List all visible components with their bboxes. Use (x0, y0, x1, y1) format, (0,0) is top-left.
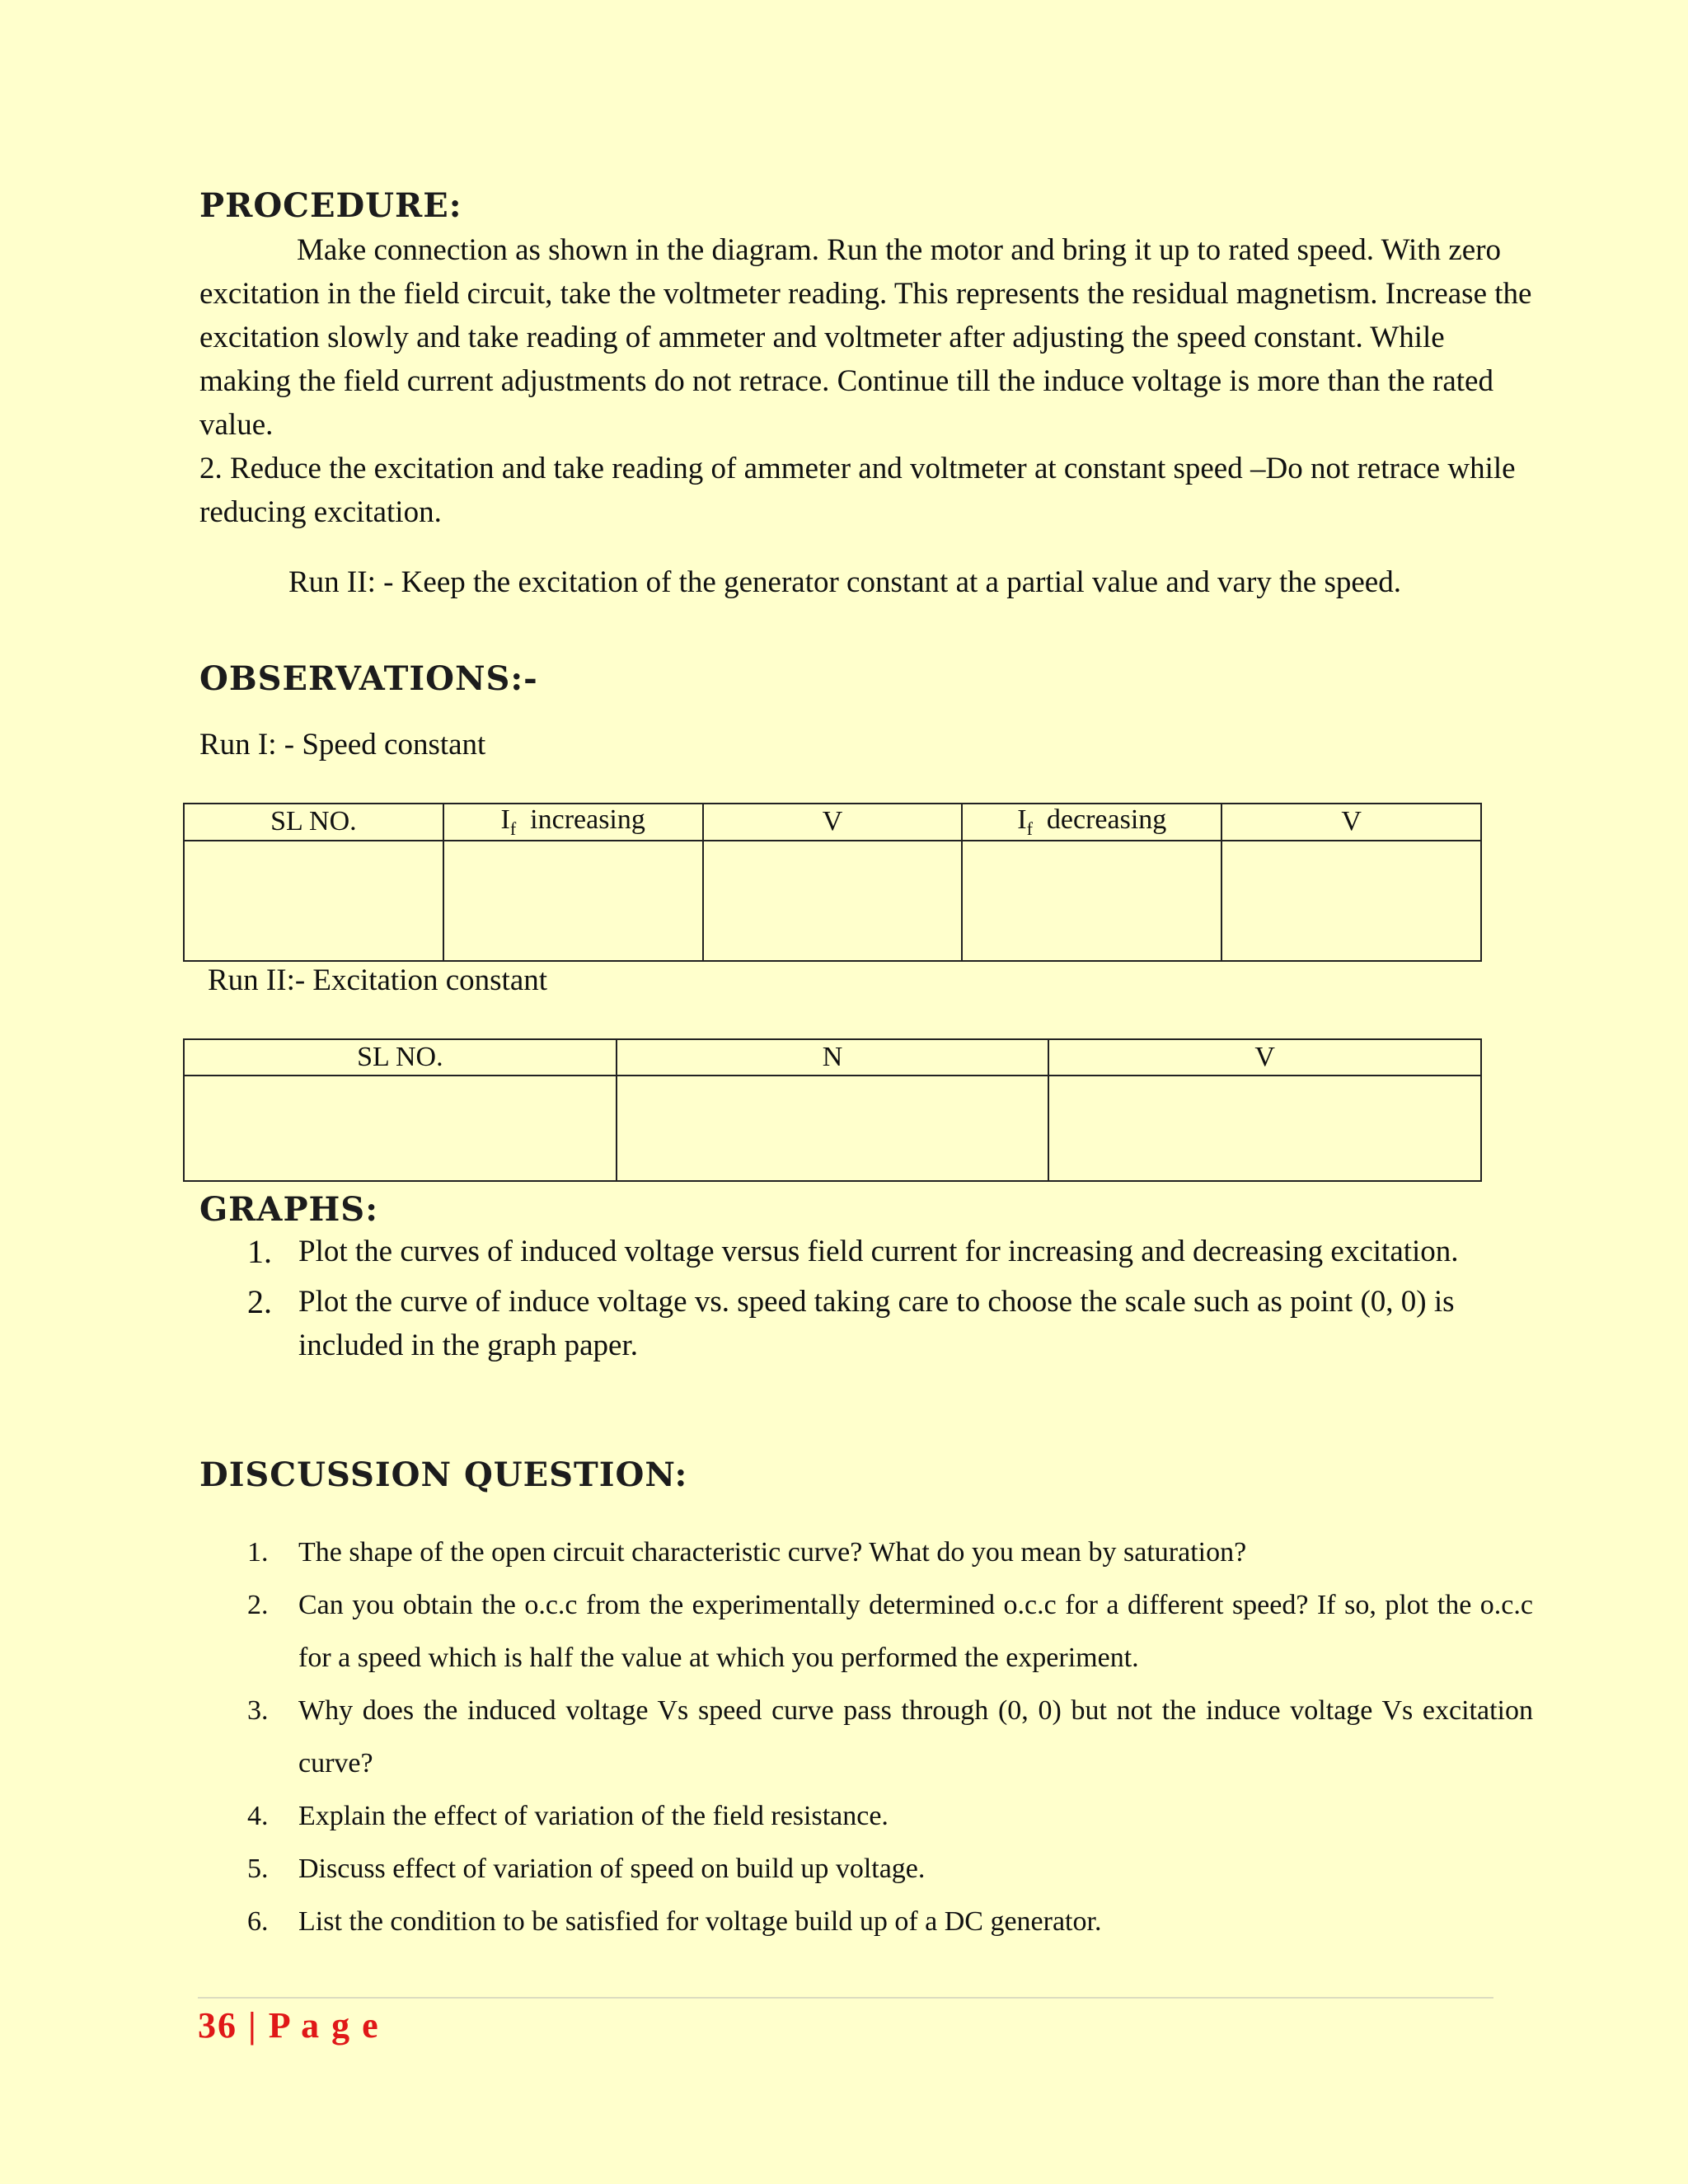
list-text: Plot the curve of induce voltage vs. speed taking care to choose the scale such as point (0, 0) is included in the graph paper. (298, 1285, 1455, 1362)
list-text: List the condition to be satisfied for voltage build up of a DC generator. (298, 1906, 1102, 1937)
list-item (199, 1843, 1533, 1896)
list-item (199, 1526, 1533, 1579)
table-cell[interactable] (443, 841, 703, 961)
col-if-increasing-main: I (500, 804, 510, 835)
list-item (199, 1685, 1533, 1790)
procedure-body (199, 228, 1535, 534)
discussion-list (199, 1526, 1533, 1948)
table-header-row (184, 1039, 1481, 1076)
graphs-list (199, 1230, 1518, 1374)
graphs-heading: GRAPHS: (199, 1190, 378, 1229)
col-if-increasing-rest: increasing (530, 804, 645, 835)
table-cell[interactable] (1221, 841, 1481, 961)
list-number: 3. (247, 1695, 269, 1726)
table-cell[interactable] (617, 1076, 1049, 1181)
list-item (199, 1896, 1533, 1948)
table-row (184, 1076, 1481, 1181)
col-sl-no: SL NO. (184, 804, 443, 841)
list-number: 5. (247, 1854, 269, 1884)
list-text: Discuss effect of variation of speed on build up voltage. (298, 1854, 926, 1884)
table-cell[interactable] (703, 841, 963, 961)
procedure-paragraph-2: 2. Reduce the excitation and take reading of ammeter and voltmeter at constant speed –Do not retrace while reducing excitation. (199, 452, 1516, 529)
table-cell[interactable] (184, 841, 443, 961)
page-number: 36 | P a g e (198, 2005, 380, 2046)
list-item (199, 1230, 1518, 1273)
table-cell[interactable] (1048, 1076, 1481, 1181)
list-number: 6. (247, 1906, 269, 1937)
col-v-2: V (1221, 804, 1481, 841)
procedure-run2 (199, 560, 1535, 604)
list-number: 2. (247, 1590, 269, 1620)
list-text: Plot the curves of induced voltage versus field current for increasing and decreasing excitation. (298, 1235, 1459, 1268)
list-item (199, 1280, 1518, 1367)
col-if-increasing-sub: f (509, 818, 517, 839)
list-text: The shape of the open circuit characteristic curve? What do you mean by saturation? (298, 1537, 1247, 1568)
list-text: Explain the effect of variation of the field resistance. (298, 1801, 889, 1831)
footer-divider (198, 1997, 1493, 1999)
discussion-heading: DISCUSSION QUESTION: (199, 1455, 688, 1494)
run2-label: Run II:- Excitation constant (208, 963, 548, 997)
table-cell[interactable] (962, 841, 1221, 961)
col-if-decreasing-main: I (1017, 804, 1027, 835)
procedure-heading: PROCEDURE: (199, 186, 462, 225)
run1-table (183, 803, 1482, 962)
list-number: 2. (247, 1283, 272, 1320)
col-v: V (1048, 1039, 1481, 1076)
list-item (199, 1579, 1533, 1685)
list-number: 1. (247, 1537, 269, 1568)
list-number: 4. (247, 1801, 269, 1831)
col-if-decreasing-rest: decreasing (1046, 804, 1167, 835)
list-number: 1. (247, 1233, 272, 1270)
procedure-paragraph-1: Make connection as shown in the diagram. Run the motor and bring it up to rated speed. With zero excitation in the field circuit, take the voltmeter reading. This represents the residual magnetism. Increase the excitation slowly and take reading of ammeter and voltmeter after adjusting the speed constant. While making the field current adjustments do not retrace. Continue till the induce voltage is more than the rated value. (199, 233, 1532, 442)
col-if-increasing (443, 804, 703, 841)
run2-paragraph: Run II: - Keep the excitation of the generator constant at a partial value and vary the speed. (288, 565, 1401, 599)
run1-label: Run I: - Speed constant (199, 728, 486, 762)
list-text: Can you obtain the o.c.c from the experimentally determined o.c.c for a different speed? If so, plot the o.c.c for a speed which is half the value at which you performed the experiment. (298, 1590, 1533, 1673)
col-v-1: V (703, 804, 963, 841)
col-if-decreasing (962, 804, 1221, 841)
col-if-decreasing-sub: f (1026, 818, 1033, 839)
col-n: N (617, 1039, 1049, 1076)
table-header-row (184, 804, 1481, 841)
col-sl-no: SL NO. (184, 1039, 617, 1076)
list-item (199, 1790, 1533, 1843)
table-row (184, 841, 1481, 961)
table-cell[interactable] (184, 1076, 617, 1181)
observations-heading: OBSERVATIONS:- (199, 659, 538, 698)
run2-table (183, 1038, 1482, 1182)
list-text: Why does the induced voltage Vs speed curve pass through (0, 0) but not the induce voltage Vs excitation curve? (298, 1695, 1533, 1779)
